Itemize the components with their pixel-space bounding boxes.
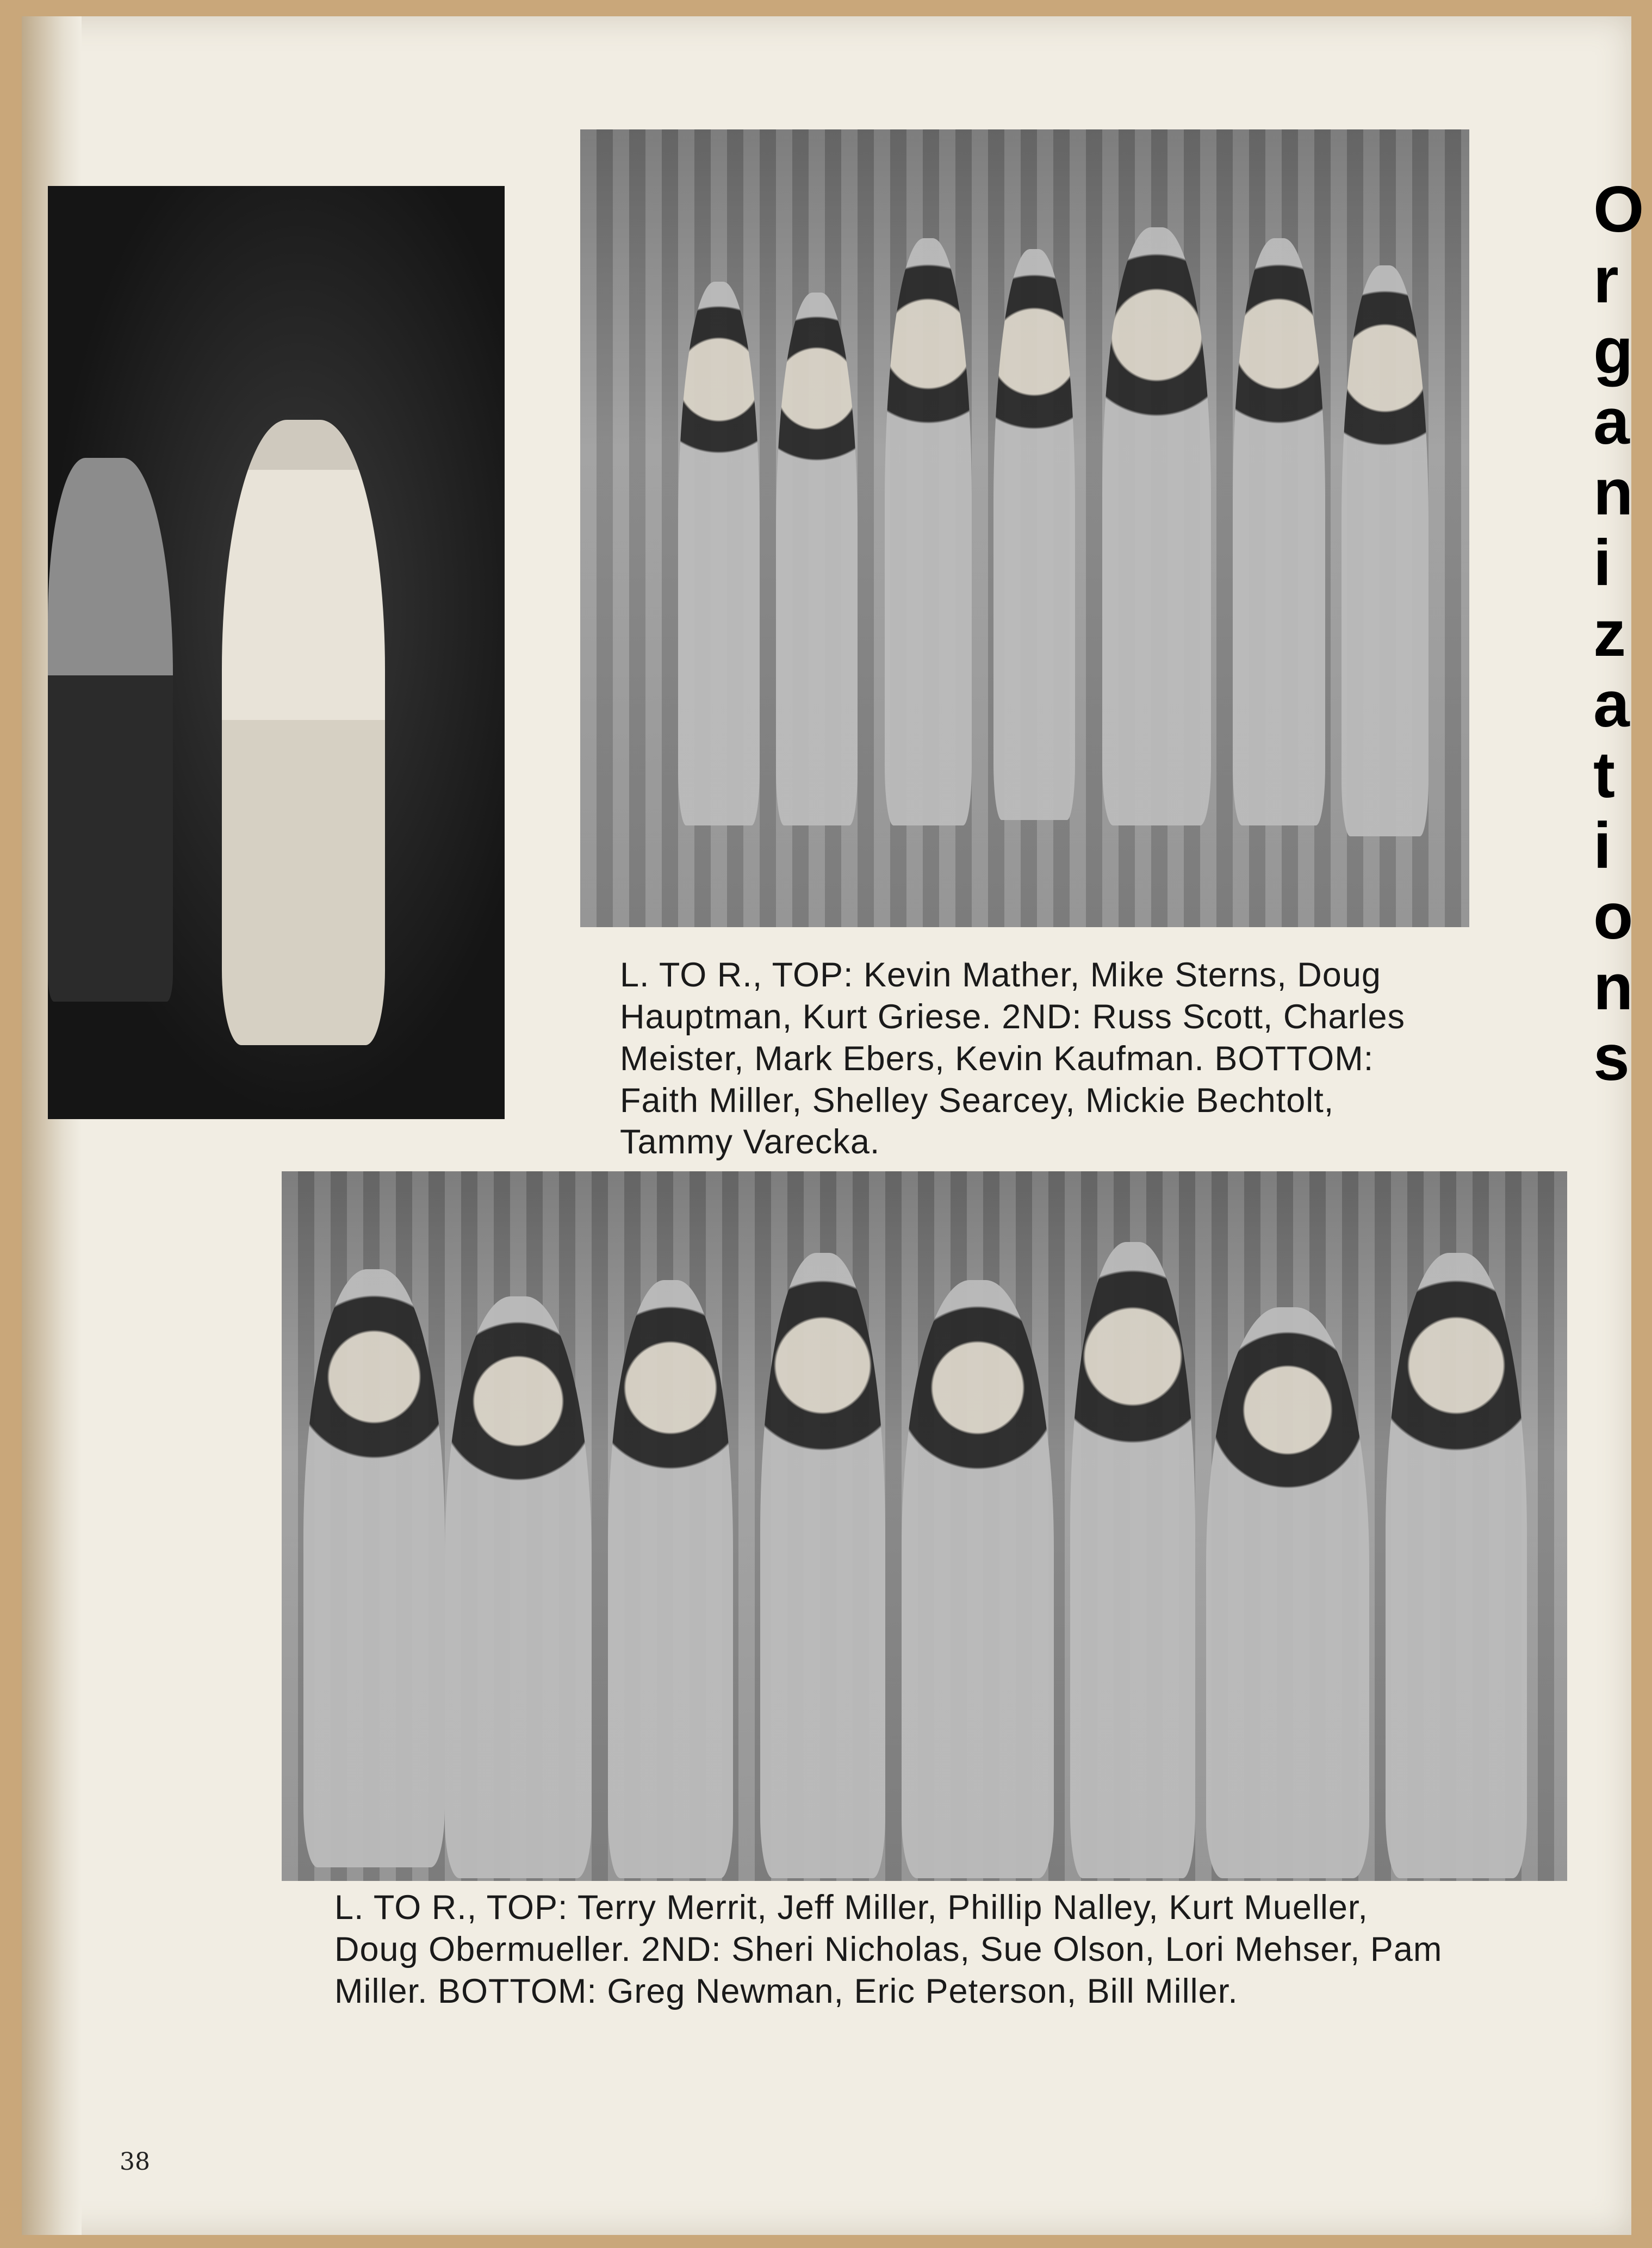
student-figure xyxy=(1206,1307,1369,1878)
caption-line: Hauptman, Kurt Griese. 2ND: Russ Scott, Charles xyxy=(620,997,1406,1036)
caption-line: Faith Miller, Shelley Searcey, Mickie Bechtolt, xyxy=(620,1081,1334,1120)
bystander-figure xyxy=(48,458,173,1002)
caption-group-photo-2 xyxy=(334,1887,1574,2013)
group-photo-2 xyxy=(282,1171,1567,1881)
caption-line: Tammy Varecka. xyxy=(620,1123,880,1162)
student-figure xyxy=(1102,227,1211,825)
side-title: Organizations xyxy=(1593,173,1644,1094)
group-photo-1 xyxy=(580,129,1469,927)
student-figure xyxy=(760,1253,885,1878)
student-figure xyxy=(1070,1242,1195,1878)
student-figure xyxy=(776,293,858,825)
student-figure xyxy=(303,1269,445,1867)
caption-line: Doug Obermueller. 2ND: Sheri Nicholas, Sue Olson, Lori Mehser, Pam xyxy=(334,1930,1443,1968)
dancing-student-photo xyxy=(48,186,505,1119)
student-figure xyxy=(1386,1253,1527,1878)
dancer-figure xyxy=(222,420,385,1045)
student-figure xyxy=(445,1296,592,1878)
student-figure xyxy=(678,282,760,825)
student-figure xyxy=(885,238,972,825)
caption-line: Miller. BOTTOM: Greg Newman, Eric Peterson, Bill Miller. xyxy=(334,1972,1238,2010)
page-number: 38 xyxy=(120,2148,150,2176)
caption-group-photo-1 xyxy=(620,954,1479,1163)
student-figure xyxy=(1233,238,1325,825)
student-figure xyxy=(993,249,1075,820)
student-figure xyxy=(608,1280,733,1878)
caption-line: L. TO R., TOP: Terry Merrit, Jeff Miller, Phillip Nalley, Kurt Mueller, xyxy=(334,1889,1368,1927)
yearbook-page xyxy=(22,16,1644,2235)
student-figure xyxy=(1342,265,1429,836)
caption-line: L. TO R., TOP: Kevin Mather, Mike Sterns, Doug xyxy=(620,956,1381,994)
caption-line: Meister, Mark Ebers, Kevin Kaufman. BOTTOM: xyxy=(620,1039,1374,1078)
student-figure xyxy=(902,1280,1054,1878)
